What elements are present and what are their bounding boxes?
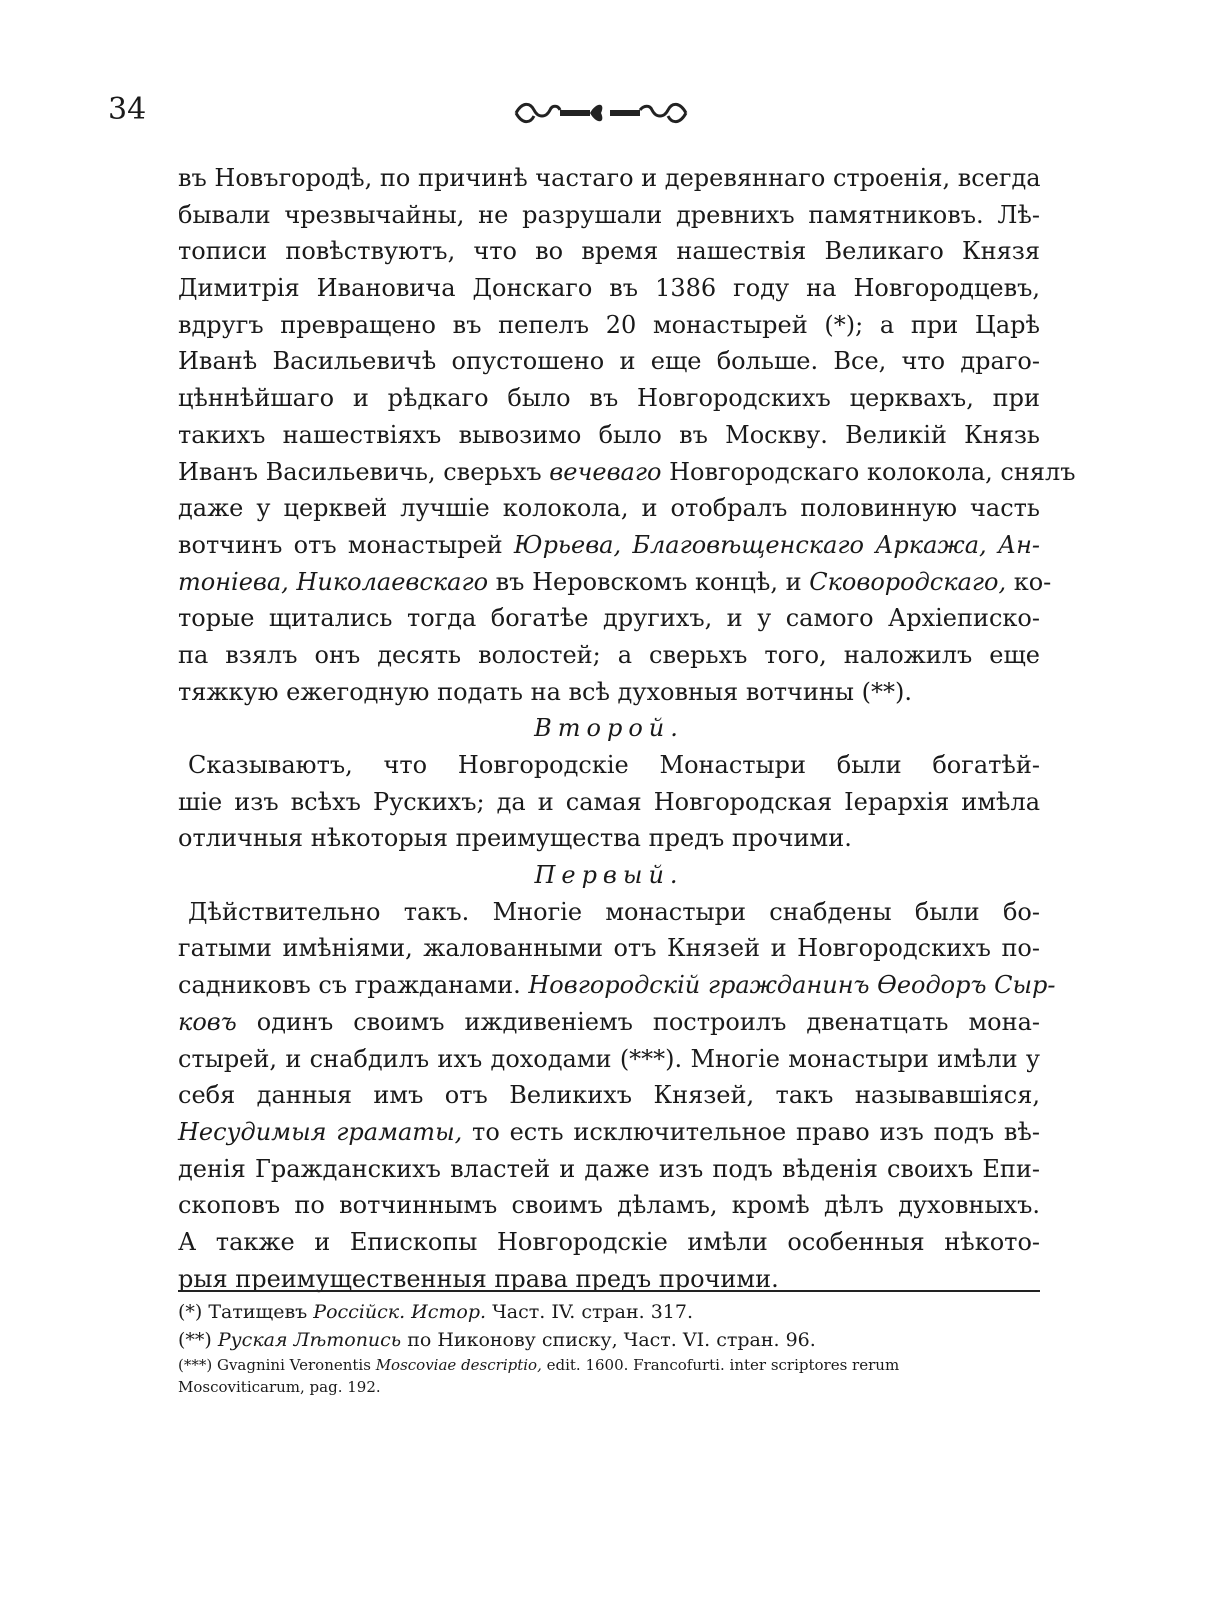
italic-text: ковъ [178,1007,237,1036]
text-line [178,270,1040,307]
text-line [178,564,1052,601]
text-line [178,1187,1040,1224]
text-line [178,307,1040,344]
text-segment: бывали чрезвычайны, не разрушали древнихъ памятниковъ. Лѣ- [178,200,1040,229]
text-segment: (***) Gvagnini Veronentis [178,1356,376,1374]
text-segment: Moscoviticarum, pag. 192. [178,1378,381,1396]
italic-text: Несудимыя граматы, [178,1117,463,1146]
text-segment: Иванъ Васильевичь, сверьхъ [178,457,550,486]
text-line [178,747,1040,784]
text-segment: въ Неровскомъ концѣ, и [488,567,810,596]
text-line [178,417,1040,454]
text-line [178,1224,1040,1261]
text-segment: такихъ нашествіяхъ вывозимо было въ Москву. Великій Князь [178,420,1040,449]
text-line [178,1114,1040,1151]
speaker-heading [178,710,1040,747]
text-segment: ко- [1006,567,1052,596]
text-segment: па взялъ онъ десять волостей; а сверьхъ того, наложилъ еще [178,640,1040,669]
text-segment: шіе изъ всѣхъ Рускихъ; да и самая Новгородская Іерархія имѣла [178,787,1040,816]
text-line [178,1004,1040,1041]
text-segment: Димитрія Ивановича Донскаго въ 1386 году на Новгородцевъ, [178,274,1040,303]
text-segment: (**) [178,1329,218,1351]
text-line [178,894,1040,931]
footnote-rule [178,1290,1040,1292]
italic-text: Руская Лѣтопись [217,1329,402,1351]
text-segment: себя данныя имъ отъ Великихъ Князей, такъ называвшіяся, [178,1081,1040,1110]
text-line [178,1151,1040,1188]
text-line [178,1041,1040,1078]
text-line [178,527,1040,564]
text-segment: Сказываютъ, что Новгородскіе Монастыри были богатѣй- [188,751,1040,779]
footnotes [178,1298,1040,1398]
text-segment: то есть исключительное право изъ подъ вѣ- [462,1117,1040,1146]
text-segment: рыя преимущественныя права предъ прочими. [178,1264,779,1293]
text-segment: (*) Татищевъ [178,1301,314,1323]
text-segment: садниковъ съ гражданами. [178,971,529,1000]
text-segment: стырей, и снабдилъ ихъ доходами (***). Многіе монастыри имѣли у [178,1044,1040,1073]
text-segment: Второй. [534,714,684,743]
text-line [178,1077,1040,1114]
footnote [178,1326,1040,1354]
text-segment: тяжкую ежегодную подать на всѣ духовныя вотчины (**). [178,677,913,706]
text-segment: Дѣйствительно такъ. Многіе монастыри снабдены были бо- [188,897,1040,926]
text-line [178,784,1040,821]
italic-text: Россійск. Истор. [313,1301,487,1323]
text-segment: Новгородскаго колокола, снялъ [661,457,1076,486]
ornament-icon [512,96,690,130]
page-number: 34 [108,92,147,127]
italic-text: Новгородскій гражданинъ Ѳеодоръ Сыр- [528,971,1056,1000]
italic-text: тоніева, Николаевскаго [178,567,489,596]
text-line [178,600,1040,637]
footnote [178,1298,1040,1326]
text-segment: вдругъ превращено въ пепелъ 20 монастырей (*); а при Царѣ [178,310,1040,339]
text-segment: скоповъ по вотчиннымъ своимъ дѣламъ, кромѣ дѣлъ духовныхъ. [178,1191,1040,1220]
footnote [178,1354,1040,1376]
text-segment: цѣннѣйшаго и рѣдкаго было въ Новгородскихъ церквахъ, при [178,384,1040,413]
text-segment: Част. IV. стран. 317. [486,1301,694,1323]
text-line [178,197,1040,234]
speaker-heading [178,857,1040,894]
text-segment: торые щитались тогда богатѣе другихъ, и у самого Архіеписко- [178,604,1040,633]
main-text [178,160,1076,1297]
text-line [178,343,1040,380]
text-segment: тописи повѣствуютъ, что во время нашествія Великаго Князя [178,237,1040,266]
text-segment: по Никонову списку, Част. VI. стран. 96. [401,1329,816,1351]
text-line [178,930,1040,967]
text-segment: даже у церквей лучшіе колокола, и отобралъ половинную часть [178,494,1040,523]
text-line [178,380,1040,417]
text-line [178,637,1040,674]
text-segment: вотчинъ отъ монастырей [178,530,514,559]
text-segment: одинъ своимъ иждивеніемъ построилъ двенатцать мона- [236,1007,1040,1036]
text-segment: Первый. [534,861,684,890]
text-segment: Иванѣ Васильевичѣ опустошено и еще больше. Все, что драго- [178,347,1040,376]
text-line [178,454,1076,491]
text-line [178,674,1040,711]
italic-text: Сковородскаго, [809,567,1007,596]
text-segment: денія Гражданскихъ властей и даже изъ подъ вѣденія своихъ Епи- [178,1154,1040,1183]
text-line [178,967,1056,1004]
italic-text: Юрьева, Благовѣщенскаго Аркажа, Ан- [513,530,1040,559]
text-segment: въ Новъгородѣ, по причинѣ частаго и деревяннаго строенія, всегда [178,164,1041,192]
text-segment: гатыми имѣніями, жалованными отъ Князей и Новгородскихъ по- [178,934,1040,963]
text-line [178,820,1040,857]
text-segment: отличныя нѣкоторыя преимущества предъ прочими. [178,824,852,853]
text-segment: А также и Епископы Новгородскіе имѣли особенныя нѣкото- [178,1227,1040,1256]
text-line [178,233,1040,270]
text-line [178,160,1040,197]
italic-text: вечеваго [549,457,662,486]
footnote [178,1376,1040,1398]
italic-text: Moscoviae descriptio, [375,1356,542,1374]
text-line [178,490,1040,527]
text-segment: edit. 1600. Francofurti. inter scriptores rerum [541,1356,900,1374]
